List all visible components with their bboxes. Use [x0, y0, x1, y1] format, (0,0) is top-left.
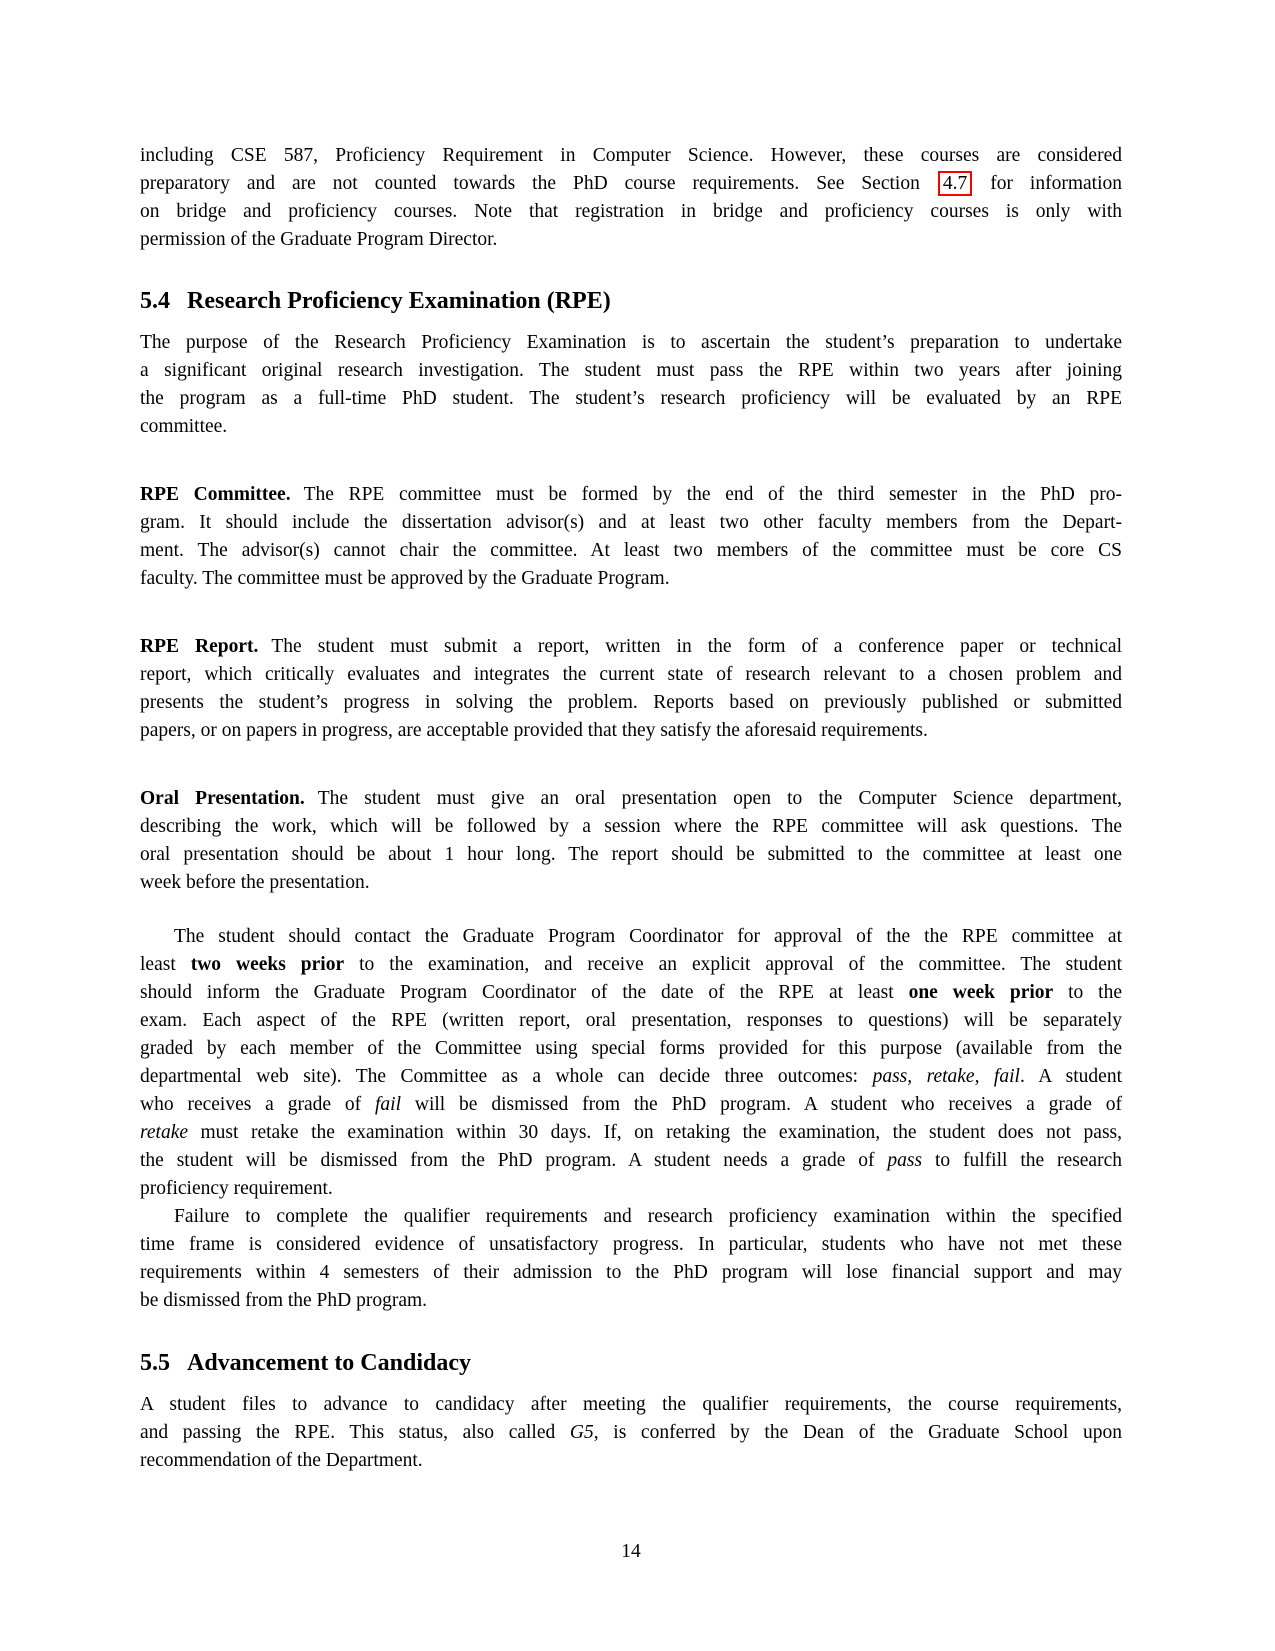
- text-line: [140, 385, 1122, 413]
- text-run: G5: [569, 1422, 594, 1443]
- para-contact-coordinator: [140, 923, 1122, 1203]
- text-run: The purpose of the Research Proficiency Examination is to ascertain the student’s preparation to undertake: [140, 332, 1122, 353]
- text-line: [140, 565, 1122, 593]
- text-run: faculty. The committee must be approved by the Graduate Program.: [140, 568, 670, 589]
- text-run: oral presentation should be about 1 hour long. The report should be submitted to the committee at least one: [140, 844, 1122, 865]
- text-line: [140, 198, 1122, 226]
- text-run: The student should contact the Graduate Program Coordinator for approval of the the RPE committee at: [174, 926, 1122, 947]
- text-run: exam. Each aspect of the RPE (written report, oral presentation, responses to questions) will be separately: [140, 1010, 1122, 1031]
- text-line: [140, 509, 1122, 537]
- text-run: the program as a full-time PhD student. The student’s research proficiency will be evaluated by an RPE: [140, 388, 1122, 409]
- text-line: [140, 1259, 1122, 1287]
- text-run: The student must submit a report, written in the form of a conference paper or technical: [271, 636, 1122, 657]
- section-link-4-7[interactable]: 4.7: [938, 171, 972, 196]
- text-line: [140, 357, 1122, 385]
- text-run: to the: [1053, 982, 1122, 1003]
- text-run: A student files to advance to candidacy after meeting the qualifier requirements, the course requirements,: [140, 1394, 1122, 1415]
- text-line: [140, 1447, 1122, 1475]
- text-run: two weeks prior: [190, 954, 345, 975]
- page-number: 14: [621, 1541, 641, 1562]
- para-rpe-report: [140, 633, 1122, 745]
- text-line: [140, 869, 1122, 897]
- text-line: [140, 1175, 1122, 1203]
- text-run: time frame is considered evidence of unsatisfactory progress. In particular, students who have not met these: [140, 1234, 1122, 1255]
- text-run: fail: [374, 1094, 401, 1115]
- text-run: The RPE committee must be formed by the end of the third semester in the PhD pro-: [303, 484, 1122, 505]
- para-oral-presentation: [140, 785, 1122, 897]
- text-run: Failure to complete the qualifier requirements and research proficiency examination within the specified: [174, 1206, 1122, 1227]
- text-run: recommendation of the Department.: [140, 1450, 423, 1471]
- text-run: must retake the examination within 30 days. If, on retaking the examination, the student does not pass,: [188, 1122, 1122, 1143]
- text-line: [140, 226, 1122, 254]
- section-number: 5.4: [140, 288, 170, 314]
- text-run: pass, retake, fail: [872, 1066, 1020, 1087]
- text-line: [140, 1007, 1122, 1035]
- text-run: . A student: [1019, 1066, 1123, 1087]
- text-run: least: [140, 954, 191, 975]
- text-line: [140, 1287, 1122, 1315]
- text-run: and passing the RPE. This status, also called: [140, 1422, 570, 1443]
- text-run: who receives a grade of: [140, 1094, 375, 1115]
- para-failure: [140, 1203, 1122, 1315]
- text-line: [140, 1419, 1122, 1447]
- text-line: [140, 1063, 1122, 1091]
- text-line: [140, 1203, 1122, 1231]
- text-run: permission of the Graduate Program Director.: [140, 229, 498, 250]
- text-line: [140, 1231, 1122, 1259]
- text-run: graded by each member of the Committee using special forms provided for this purpose (available from the: [140, 1038, 1122, 1059]
- document-body: [140, 142, 1122, 1475]
- para-intro: [140, 142, 1122, 254]
- text-line: [140, 1391, 1122, 1419]
- text-line: [140, 717, 1122, 745]
- para-rpe-committee: [140, 481, 1122, 593]
- text-run: including CSE 587, Proficiency Requirement in Computer Science. However, these courses are considered: [140, 145, 1122, 166]
- text-run: The student must give an oral presentation open to the Computer Science department,: [317, 788, 1122, 809]
- text-run: report, which critically evaluates and integrates the current state of research relevant to a chosen problem and: [140, 664, 1122, 685]
- text-run: preparatory and are not counted towards the PhD course requirements. See Section: [140, 173, 937, 194]
- text-run: one week prior: [908, 982, 1054, 1003]
- text-line: [140, 329, 1122, 357]
- text-run: proficiency requirement.: [140, 1178, 333, 1199]
- section-5-4: [140, 285, 1122, 317]
- text-run: requirements within 4 semesters of their admission to the PhD program will lose financial support and may: [140, 1262, 1122, 1283]
- text-line: [140, 1119, 1122, 1147]
- text-line: [140, 979, 1122, 1007]
- text-run: ment. The advisor(s) cannot chair the committee. At least two members of the committee must be core CS: [140, 540, 1122, 561]
- text-run: RPE Report.: [140, 636, 259, 657]
- text-line: [140, 841, 1122, 869]
- text-run: the student will be dismissed from the PhD program. A student needs a grade of: [140, 1150, 888, 1171]
- text-run: gram. It should include the dissertation advisor(s) and at least two other faculty members from the Depart-: [140, 512, 1122, 533]
- text-line: [140, 951, 1122, 979]
- text-line: [140, 1091, 1122, 1119]
- text-line: [140, 785, 1122, 813]
- text-run: , is conferred by the Dean of the Graduate School upon: [593, 1422, 1122, 1443]
- text-run: to the examination, and receive an explicit approval of the committee. The student: [344, 954, 1122, 975]
- section-title: Research Proficiency Examination (RPE): [187, 288, 611, 314]
- text-run: RPE Committee.: [140, 484, 291, 505]
- text-run: retake: [140, 1122, 188, 1143]
- text-run: should inform the Graduate Program Coordinator of the date of the RPE at least: [140, 982, 909, 1003]
- text-line: [140, 142, 1122, 170]
- para-rpe-purpose: [140, 329, 1122, 441]
- text-run: Oral Presentation.: [140, 788, 305, 809]
- text-line: [140, 537, 1122, 565]
- text-run: describing the work, which will be followed by a session where the RPE committee will ask questions. The: [140, 816, 1122, 837]
- text-run: departmental web site). The Committee as a whole can decide three outcomes:: [140, 1066, 873, 1087]
- text-line: [140, 633, 1122, 661]
- text-run: committee.: [140, 416, 228, 437]
- text-run: papers, or on papers in progress, are acceptable provided that they satisfy the aforesaid requirements.: [140, 720, 928, 741]
- text-run: be dismissed from the PhD program.: [140, 1290, 428, 1311]
- text-line: [140, 813, 1122, 841]
- text-line: [140, 689, 1122, 717]
- text-line: [140, 413, 1122, 441]
- text-run: on bridge and proficiency courses. Note that registration in bridge and proficiency courses is only with: [140, 201, 1122, 222]
- section-number: 5.5: [140, 1350, 170, 1376]
- text-run: for information: [973, 173, 1122, 194]
- text-run: a significant original research investigation. The student must pass the RPE within two years after joining: [140, 360, 1122, 381]
- text-run: presents the student’s progress in solving the problem. Reports based on previously published or submitted: [140, 692, 1122, 713]
- text-line: [140, 661, 1122, 689]
- text-run: to fulfill the research: [922, 1150, 1122, 1171]
- para-candidacy: [140, 1391, 1122, 1475]
- section-5-5: [140, 1347, 1122, 1379]
- section-title: Advancement to Candidacy: [187, 1350, 472, 1376]
- text-line: [140, 1035, 1122, 1063]
- text-run: pass: [887, 1150, 923, 1171]
- text-run: will be dismissed from the PhD program. A student who receives a grade of: [401, 1094, 1123, 1115]
- text-line: [140, 481, 1122, 509]
- text-line: [140, 1147, 1122, 1175]
- text-line: [140, 923, 1122, 951]
- text-line: [140, 170, 1122, 198]
- text-run: week before the presentation.: [140, 872, 370, 893]
